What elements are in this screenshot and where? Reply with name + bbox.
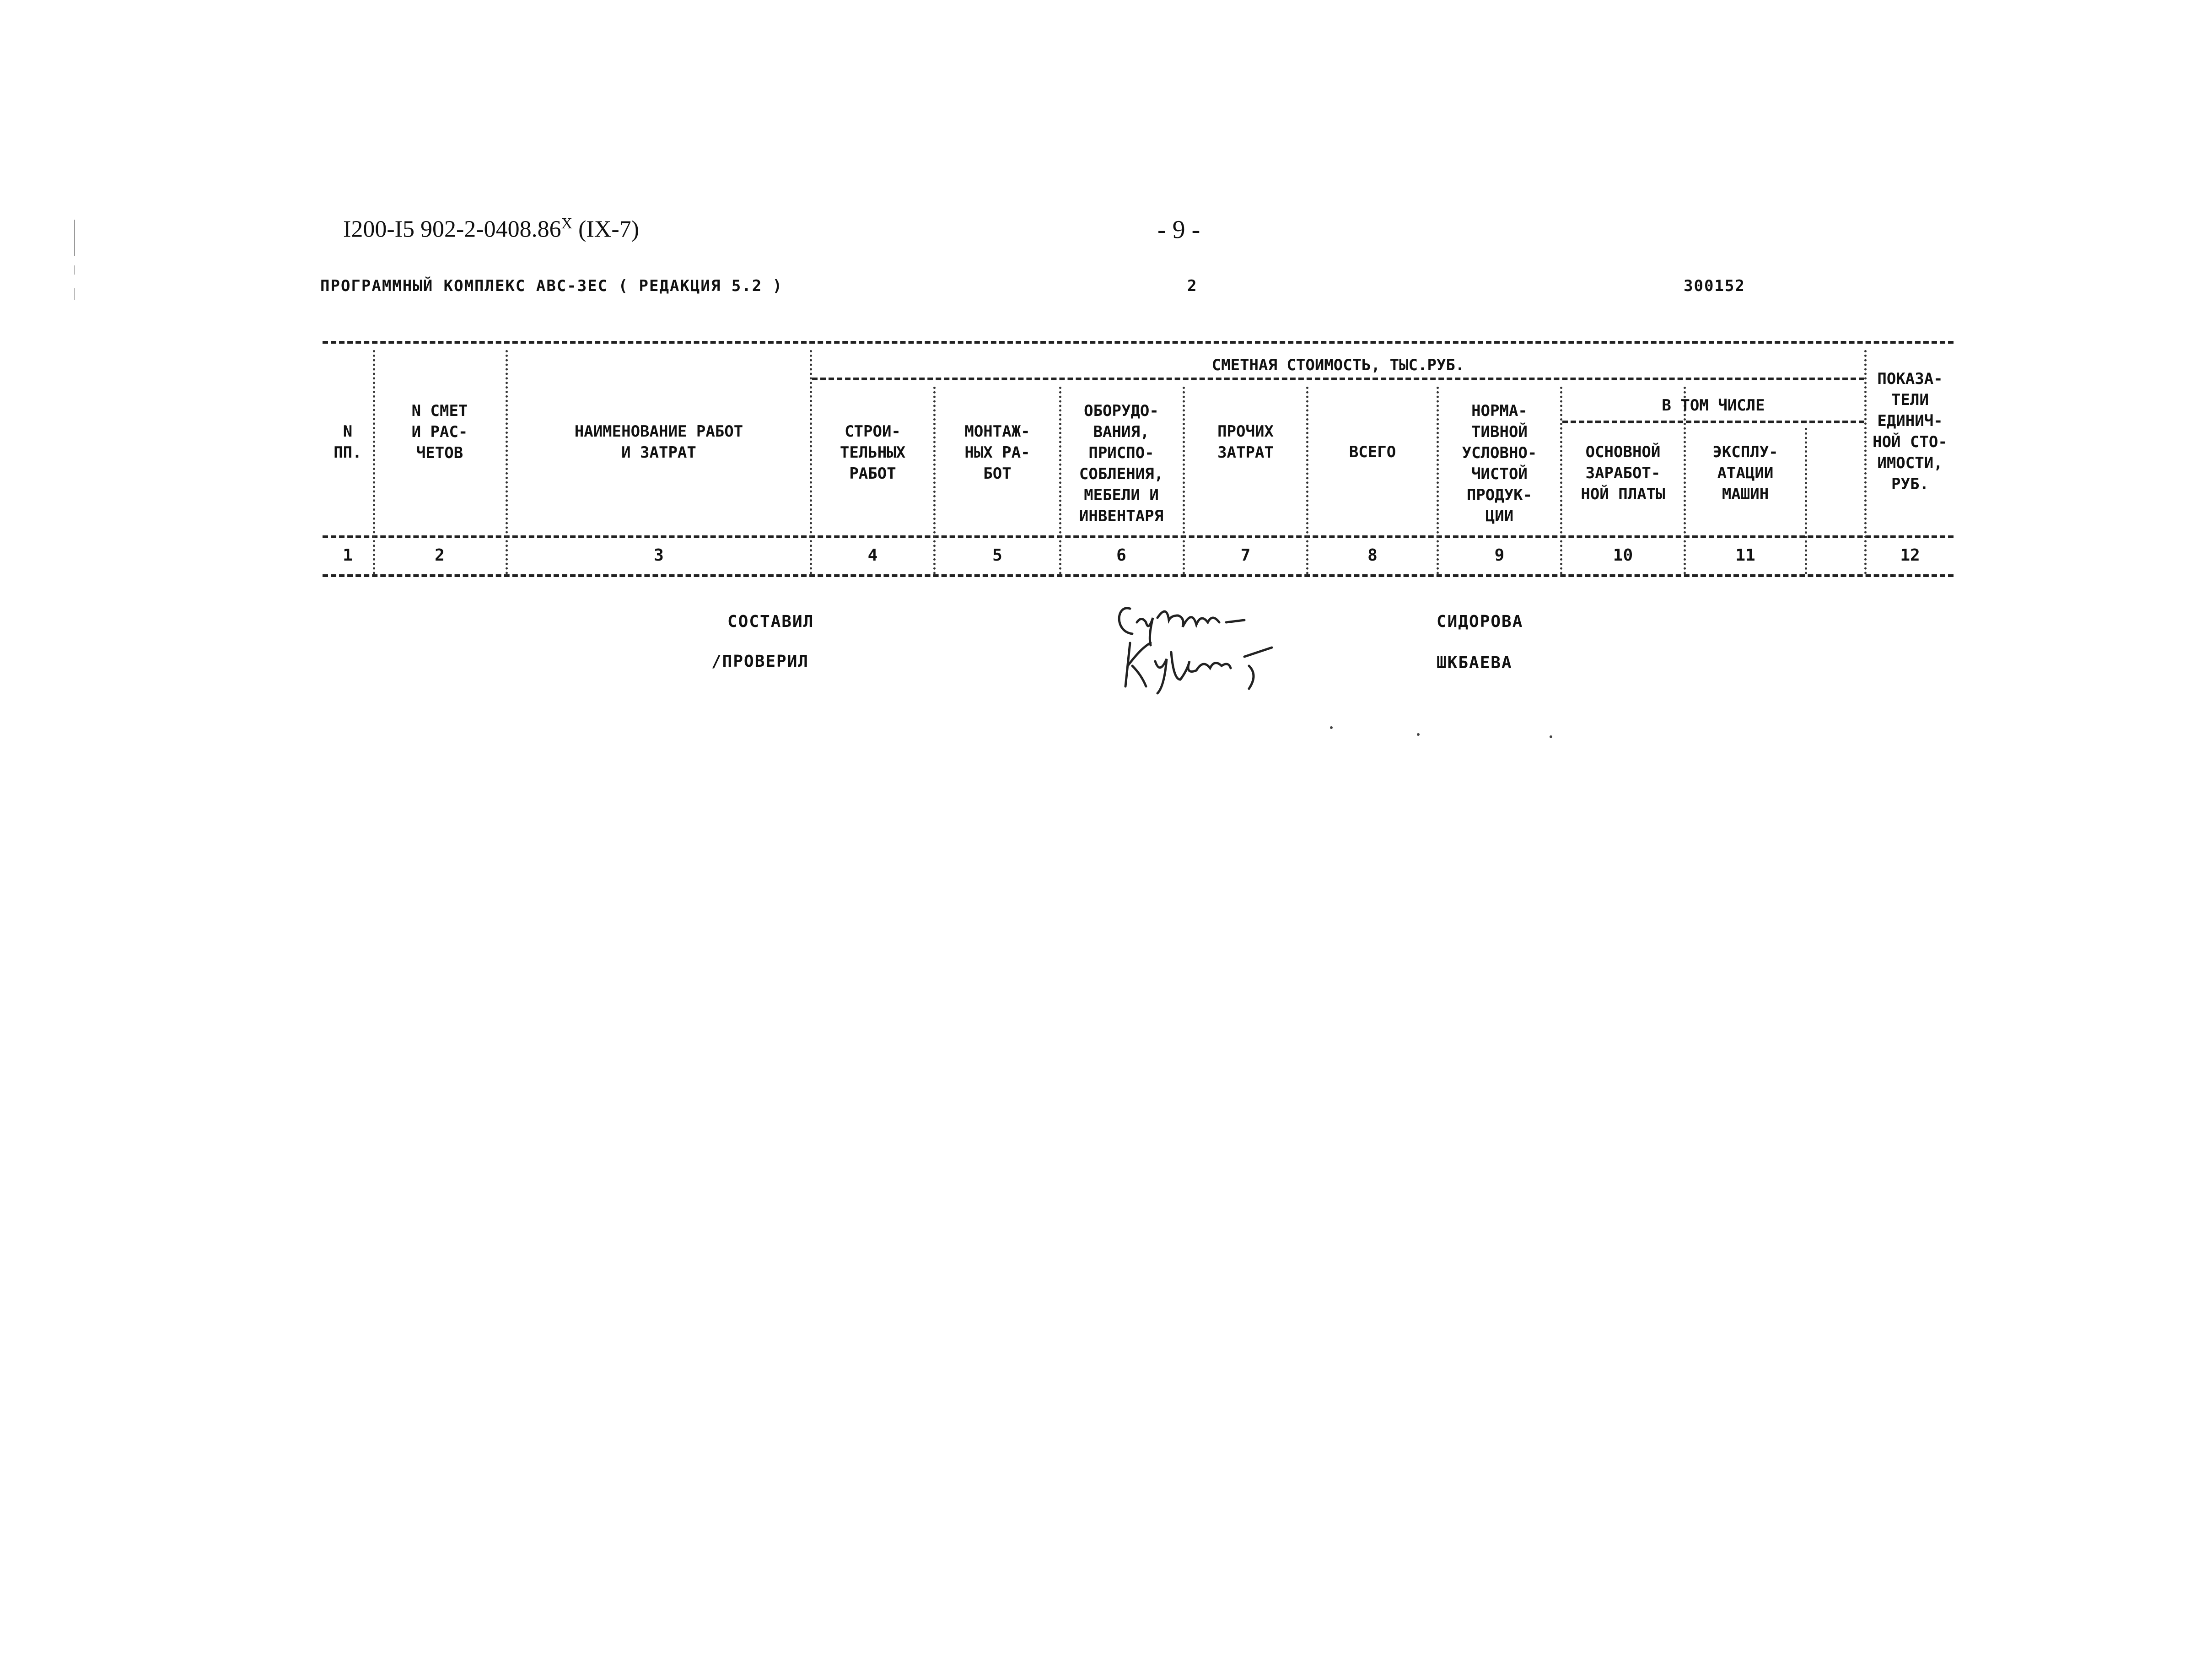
col-number: 9 bbox=[1494, 546, 1505, 565]
col-header-line: И РАС- bbox=[411, 423, 468, 441]
margin-marks bbox=[73, 220, 76, 302]
col-header-line: ТЕЛЬНЫХ bbox=[840, 443, 906, 462]
estimate-table bbox=[323, 341, 1954, 586]
col-header-work-name bbox=[508, 421, 810, 463]
col-header-line: ТЕЛИ bbox=[1891, 391, 1929, 409]
col-header-line: БОТ bbox=[983, 464, 1012, 483]
col-header-construction-works bbox=[812, 421, 933, 484]
program-line-middle: 2 bbox=[1187, 277, 1197, 295]
col-header-line: АТАЦИИ bbox=[1717, 464, 1774, 482]
program-complex-line: ПРОГРАММНЫЙ КОМПЛЕКС АВС-3ЕС ( РЕДАКЦИЯ 5.2 ) bbox=[320, 277, 783, 295]
col-header-line: ОБОРУДО- bbox=[1084, 402, 1159, 420]
col-header-line: ОСНОВНОЙ bbox=[1585, 443, 1661, 461]
col-header-other-costs bbox=[1185, 421, 1306, 463]
col-header-line: ПРОЧИХ bbox=[1217, 422, 1274, 441]
col-header-line: ВАНИЯ, bbox=[1093, 423, 1150, 441]
col-header-line: ТИВНОЙ bbox=[1471, 423, 1528, 441]
document-code-suffix: (IX-7) bbox=[572, 216, 639, 243]
col-number: 11 bbox=[1735, 546, 1755, 565]
col-header-estimate-number bbox=[374, 400, 506, 464]
col-header-equipment bbox=[1060, 400, 1183, 527]
col-header-line: ЧИСТОЙ bbox=[1471, 465, 1528, 483]
col-header-line: ЭКСПЛУ- bbox=[1712, 443, 1778, 461]
col-header-line: НОЙ ПЛАТЫ bbox=[1581, 485, 1665, 503]
col-number: 6 bbox=[1116, 546, 1126, 565]
col-header-line: ИНВЕНТАРЯ bbox=[1079, 507, 1164, 525]
col-header-base-wages bbox=[1562, 442, 1684, 505]
col-header-line: N СМЕТ bbox=[411, 402, 468, 420]
col-header-line: НОЙ СТО- bbox=[1873, 433, 1948, 451]
page-number: - 9 - bbox=[1157, 216, 1200, 244]
col-header-installation-works bbox=[936, 421, 1059, 484]
col-header-row-number bbox=[323, 421, 373, 463]
group-header-estimated-cost: СМЕТНАЯ СТОИМОСТЬ, ТЫС.РУБ. bbox=[1211, 356, 1465, 374]
col-number: 4 bbox=[867, 546, 878, 565]
col-header-line: УСЛОВНО- bbox=[1462, 444, 1537, 462]
col-header-line: РАБОТ bbox=[849, 464, 896, 483]
col-number: 2 bbox=[435, 546, 445, 565]
col-header-line: ПРИСПО- bbox=[1088, 444, 1154, 462]
stray-marks bbox=[1327, 723, 1565, 741]
compiled-by-label: СОСТАВИЛ bbox=[727, 612, 814, 631]
col-header-line: НАИМЕНОВАНИЕ РАБОТ bbox=[574, 422, 743, 441]
table-top-rule bbox=[323, 341, 1954, 344]
col-header-line: МОНТАЖ- bbox=[964, 422, 1030, 441]
subgroup-header-rule bbox=[1562, 421, 1864, 423]
col-number: 10 bbox=[1613, 546, 1633, 565]
col-header-line: И ЗАТРАТ bbox=[621, 443, 696, 462]
col-header-line: ЧЕТОВ bbox=[416, 444, 463, 462]
document-code bbox=[343, 215, 639, 243]
col-header-machine-operation bbox=[1686, 442, 1805, 505]
col-number: 8 bbox=[1367, 546, 1378, 565]
checked-signature-image bbox=[1112, 634, 1295, 698]
checked-by-label: /ПРОВЕРИЛ bbox=[711, 652, 809, 671]
col-header-line: НОРМА- bbox=[1471, 402, 1528, 420]
table-bottom-rule bbox=[323, 574, 1954, 577]
col-header-line: МЕБЕЛИ И bbox=[1084, 486, 1159, 504]
col-header-line: ЦИИ bbox=[1485, 507, 1514, 525]
col-header-total bbox=[1308, 442, 1437, 463]
col-header-normative-net-production bbox=[1439, 400, 1560, 527]
col-number: 1 bbox=[343, 546, 353, 565]
compiled-by-name: СИДОРОВА bbox=[1437, 612, 1523, 631]
group-header-rule bbox=[812, 378, 1864, 380]
col-header-unit-cost-indicators bbox=[1867, 368, 1954, 495]
col-header-line: ЗАТРАТ bbox=[1217, 443, 1274, 462]
col-header-line: МАШИН bbox=[1722, 485, 1769, 503]
col-header-line: ЗАРАБОТ- bbox=[1585, 464, 1661, 482]
col-header-line: СОБЛЕНИЯ, bbox=[1079, 465, 1164, 483]
header-bottom-rule bbox=[323, 535, 1954, 538]
col-header-line: ПП. bbox=[334, 443, 362, 462]
col-header-line: ИМОСТИ, bbox=[1877, 454, 1943, 472]
checked-by-name: ШКБАЕВА bbox=[1437, 653, 1512, 672]
col-number: 3 bbox=[654, 546, 664, 565]
col-separator bbox=[1805, 428, 1807, 574]
col-header-line: ЕДИНИЧ- bbox=[1877, 412, 1943, 430]
col-header-line: N bbox=[343, 422, 353, 441]
col-number: 5 bbox=[992, 546, 1002, 565]
subgroup-header-including: В ТОМ ЧИСЛЕ bbox=[1662, 396, 1765, 415]
col-header-line: СТРОИ- bbox=[845, 422, 901, 441]
col-header-line: ПРОДУК- bbox=[1466, 486, 1533, 504]
col-header-line: ВСЕГО bbox=[1349, 443, 1396, 461]
col-header-line: НЫХ РА- bbox=[964, 443, 1030, 462]
col-header-line: РУБ. bbox=[1891, 475, 1929, 493]
document-code-main: I200-I5 902-2-0408.86 bbox=[343, 216, 561, 243]
program-line-code: 300152 bbox=[1684, 277, 1745, 295]
col-header-line: ПОКАЗА- bbox=[1877, 370, 1943, 388]
col-number: 12 bbox=[1900, 546, 1920, 565]
col-number: 7 bbox=[1240, 546, 1251, 565]
document-code-sup: X bbox=[561, 215, 573, 232]
